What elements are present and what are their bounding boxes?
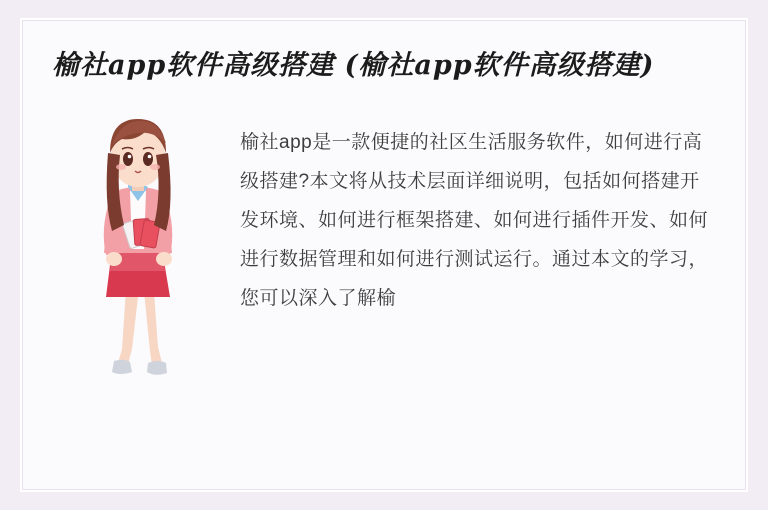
- page-title: 榆社app软件高级搭建 (榆社app软件高级搭建): [52, 50, 655, 81]
- article-body-container: [52, 101, 716, 391]
- article-paragraph: 榆社app是一款便捷的社区生活服务软件，如何进行高级搭建?本文将从技术层面详细说明，包括如何搭建开发环境、如何进行框架搭建、如何进行插件开发、如何进行数据管理和如何进行测试运行。通过本文的学习，您可以深入了解榆: [240, 132, 709, 309]
- article-card: [20, 18, 748, 492]
- illustration-container: [52, 101, 222, 391]
- anime-girl-illustration: [52, 101, 222, 391]
